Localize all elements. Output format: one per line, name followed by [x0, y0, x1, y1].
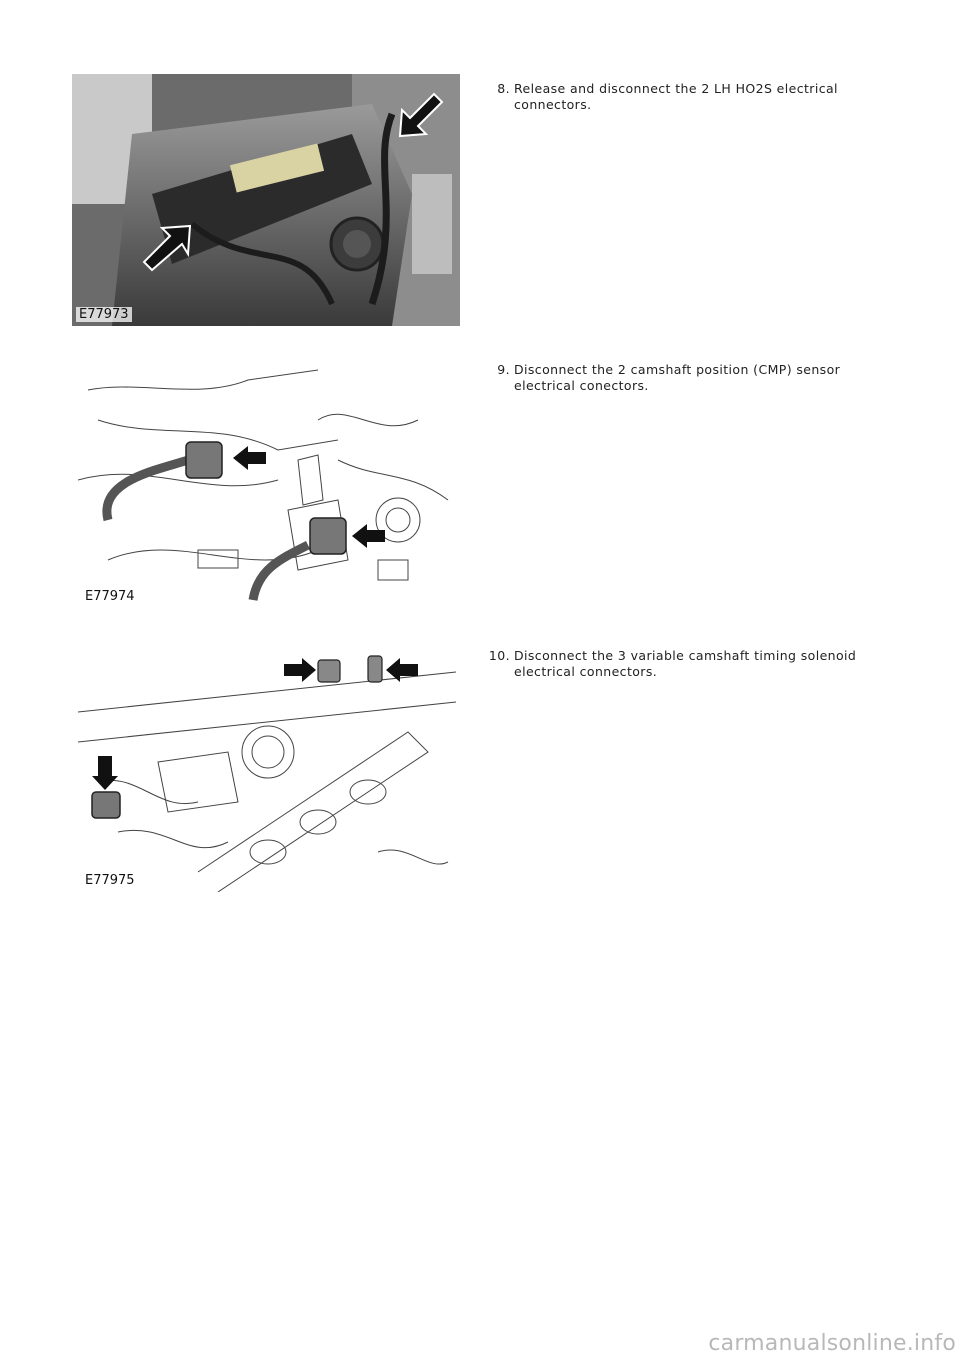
figure-id: E77973: [76, 307, 132, 322]
figure-photo-ho2s: [72, 74, 460, 326]
figure-drawing-vct: [78, 652, 456, 892]
watermark: carmanualsonline.info: [708, 1331, 956, 1356]
step-text: Disconnect the 3 variable camshaft timing solenoid electrical connectors.: [514, 648, 857, 679]
engine-photo-illustration: [72, 74, 460, 326]
figure-id: E77975: [82, 873, 138, 888]
procedure-step: [484, 362, 864, 394]
step-text: Release and disconnect the 2 LH HO2S electrical connectors.: [514, 81, 838, 112]
procedure-step: [484, 648, 864, 680]
vct-line-drawing: [78, 652, 456, 892]
step-text: Disconnect the 2 camshaft position (CMP) sensor electrical conectors.: [514, 362, 841, 393]
step-number: 9.: [497, 362, 510, 377]
figure-drawing-cmp: [78, 360, 456, 608]
step-number: 10.: [488, 648, 510, 663]
figure-id: E77974: [82, 589, 138, 604]
cmp-line-drawing: [78, 360, 456, 608]
step-number: 8.: [497, 81, 510, 96]
procedure-step: [484, 81, 864, 113]
